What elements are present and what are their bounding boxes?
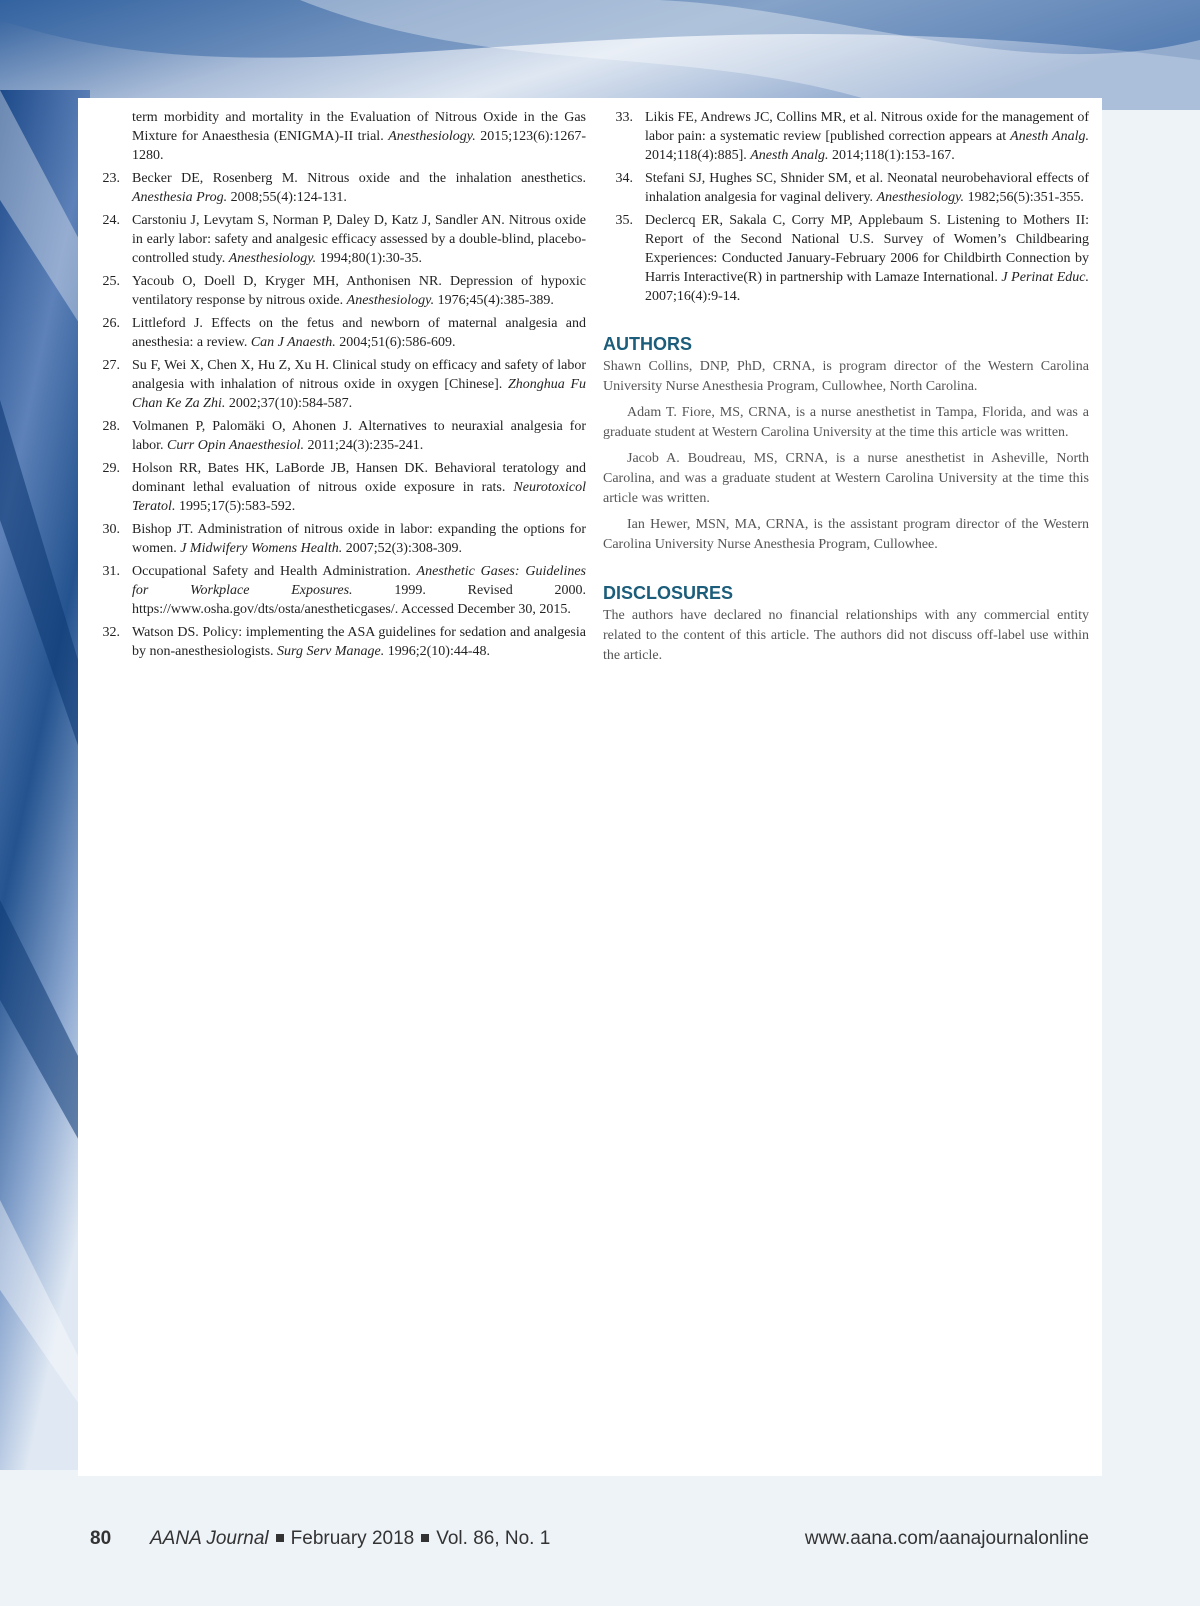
reference-item xyxy=(90,169,586,207)
author-bio: Adam T. Fiore, MS, CRNA, is a nurse anesthetist in Tampa, Florida, and was a graduate student at Western Carolina University at the time this article was written. xyxy=(603,405,1089,440)
volume-info: Vol. 86, No. 1 xyxy=(436,1528,551,1549)
reference-text: Carstoniu J, Levytam S, Norman P, Daley D, Katz J, Sandler AN. Nitrous oxide in early labor: safety and analgesic efficacy assessed by a double-blind, placebo-controlled study. xyxy=(132,213,586,266)
issue-date: February 2018 xyxy=(290,1528,415,1549)
author-bio: Jacob A. Boudreau, MS, CRNA, is a nurse anesthetist in Asheville, North Carolina, and was a graduate student at Western Carolina University at the time this article was written. xyxy=(603,451,1089,506)
reference-text: 1994;80(1):30-35. xyxy=(316,251,422,266)
reference-item xyxy=(90,562,586,619)
reference-number: 23. xyxy=(102,171,120,186)
reference-text: 1982;56(5):351-355. xyxy=(964,190,1084,205)
reference-item xyxy=(603,108,1089,165)
disclosures-text: The authors have declared no financial relationships with any commercial entity related to the content of this article. The authors did not discuss off-label use within the article. xyxy=(603,608,1089,663)
reference-journal: Anesthesiology. xyxy=(388,129,476,144)
reference-number: 34. xyxy=(615,171,633,186)
references-right-column xyxy=(603,108,1089,306)
reference-number: 26. xyxy=(102,316,120,331)
reference-text: 2007;52(3):308-309. xyxy=(342,541,462,556)
square-bullet-icon xyxy=(421,1534,429,1542)
reference-text: Becker DE, Rosenberg M. Nitrous oxide and the inhalation anesthetics. xyxy=(132,171,586,186)
reference-item xyxy=(90,211,586,268)
reference-journal: Anesthesia Prog. xyxy=(132,190,228,205)
reference-journal: Curr Opin Anaesthesiol. xyxy=(167,438,305,453)
reference-text: Bishop JT. Administration of nitrous oxide in labor: expanding the options for women. xyxy=(132,522,586,556)
reference-text: 1999. Revised 2000. https://www.osha.gov/dts/osta/anestheticgases/. Accessed December 30, 2015. xyxy=(132,583,587,617)
page-number: 80 xyxy=(90,1528,112,1549)
reference-text: 2011;24(3):235-241. xyxy=(304,438,424,453)
reference-text: 2008;55(4):124-131. xyxy=(227,190,347,205)
reference-item xyxy=(90,459,586,516)
references-left-column xyxy=(90,108,586,665)
authors-heading: AUTHORS xyxy=(603,334,692,354)
reference-item xyxy=(90,520,586,558)
author-bio: Ian Hewer, MSN, MA, CRNA, is the assistant program director of the Western Carolina University Nurse Anesthesia Program, Cullowhee. xyxy=(603,517,1089,552)
reference-text: Volmanen P, Palomäki O, Ahonen J. Alternatives to neuraxial analgesia for labor. xyxy=(132,419,586,453)
reference-journal: Anesthesiology. xyxy=(228,251,317,266)
reference-journal: Anesth Analg. xyxy=(750,148,829,163)
reference-number: 25. xyxy=(102,274,120,289)
reference-text: Su F, Wei X, Chen X, Hu Z, Xu H. Clinical study on efficacy and safety of labor analgesia with inhalation of nitrous oxide in oxygen [Chinese]. xyxy=(132,358,586,392)
author-bio: Shawn Collins, DNP, PhD, CRNA, is program director of the Western Carolina University Nurse Anesthesia Program, Cullowhee, North Carolina. xyxy=(603,359,1089,394)
reference-journal: Neurotoxicol Teratol. xyxy=(132,480,586,514)
reference-text: Littleford J. Effects on the fetus and newborn of maternal analgesia and anesthesia: a review. xyxy=(132,316,586,350)
reference-item xyxy=(90,314,586,352)
reference-number: 29. xyxy=(102,461,120,476)
reference-journal: Anesth Analg. xyxy=(1010,129,1089,144)
reference-text: Watson DS. Policy: implementing the ASA guidelines for sedation and analgesia by non-anesthesiologists. xyxy=(132,625,586,659)
reference-number: 28. xyxy=(102,419,120,434)
reference-number: 35. xyxy=(615,213,633,228)
reference-item xyxy=(90,623,586,661)
reference-journal: J Perinat Educ. xyxy=(1001,270,1089,285)
reference-item xyxy=(90,356,586,413)
reference-journal: Anesthetic Gases: Guidelines for Workplace Exposures. xyxy=(132,564,586,598)
reference-number: 27. xyxy=(102,358,120,373)
reference-journal: J Midwifery Womens Health. xyxy=(180,541,343,556)
reference-text: 1996;2(10):44-48. xyxy=(384,644,490,659)
reference-item xyxy=(90,108,586,165)
disclosures-heading: DISCLOSURES xyxy=(603,583,734,603)
reference-text: Stefani SJ, Hughes SC, Shnider SM, et al. Neonatal neurobehavioral effects of inhalation analgesia for vaginal delivery. xyxy=(645,171,1089,205)
reference-item xyxy=(603,169,1089,207)
reference-number: 32. xyxy=(102,625,120,640)
reference-text: 2015;123(6):1267-1280. xyxy=(132,129,586,163)
page-footer xyxy=(0,1528,1200,1554)
reference-item xyxy=(90,272,586,310)
reference-text: 1995;17(5):583-592. xyxy=(175,499,296,514)
reference-text: 2004;51(6):586-609. xyxy=(335,335,456,350)
reference-text: 2007;16(4):9-14. xyxy=(645,289,741,304)
reference-journal: Anesthesiology. xyxy=(876,190,965,205)
reference-number: 30. xyxy=(102,522,120,537)
reference-text: Likis FE, Andrews JC, Collins MR, et al. Nitrous oxide for the management of labor pain: a systematic review [published correction appears at xyxy=(645,110,1089,144)
reference-journal: Surg Serv Manage. xyxy=(277,644,385,659)
reference-item xyxy=(90,417,586,455)
reference-text: 2014;118(4):885]. xyxy=(645,148,751,163)
reference-journal: Anesthesiology. xyxy=(346,293,435,308)
reference-journal: Zhonghua Fu Chan Ke Za Zhi. xyxy=(132,377,586,411)
content-panel xyxy=(78,98,1102,1476)
disclosures-section xyxy=(603,583,1089,666)
reference-text: Declercq ER, Sakala C, Corry MP, Applebaum S. Listening to Mothers II: Report of the Second National U.S. Survey of Women’s Childbearing Experiences: Conducted January-February 2006 for Childbirth Connection by Harris Interactive(R) in partnership with Lamaze International. xyxy=(645,213,1089,285)
reference-text: 2002;37(10):584-587. xyxy=(225,396,353,411)
reference-journal: Can J Anaesth. xyxy=(250,335,336,350)
authors-section xyxy=(603,334,1089,555)
reference-text: term morbidity and mortality in the Evaluation of Nitrous Oxide in the Gas Mixture for Anaesthesia (ENIGMA)-II trial. xyxy=(132,110,586,144)
reference-text: Holson RR, Bates HK, LaBorde JB, Hansen DK. Behavioral teratology and dominant lethal evaluation of nitrous oxide exposure in rats. xyxy=(132,461,586,495)
journal-website-link[interactable]: www.aana.com/aanajournalonline xyxy=(804,1528,1089,1549)
reference-number: 24. xyxy=(102,213,120,228)
reference-number: 33. xyxy=(615,110,633,125)
journal-citation xyxy=(150,1528,550,1550)
square-bullet-icon xyxy=(276,1534,284,1542)
journal-name: AANA Journal xyxy=(150,1528,269,1549)
reference-text: 2014;118(1):153-167. xyxy=(828,148,955,163)
right-column xyxy=(603,108,1089,672)
reference-text: Yacoub O, Doell D, Kryger MH, Anthonisen NR. Depression of hypoxic ventilatory response by nitrous oxide. xyxy=(132,274,586,308)
reference-text: 1976;45(4):385-389. xyxy=(434,293,554,308)
reference-item xyxy=(603,211,1089,306)
reference-text: Occupational Safety and Health Administration. xyxy=(132,564,417,579)
reference-number: 31. xyxy=(102,564,120,579)
